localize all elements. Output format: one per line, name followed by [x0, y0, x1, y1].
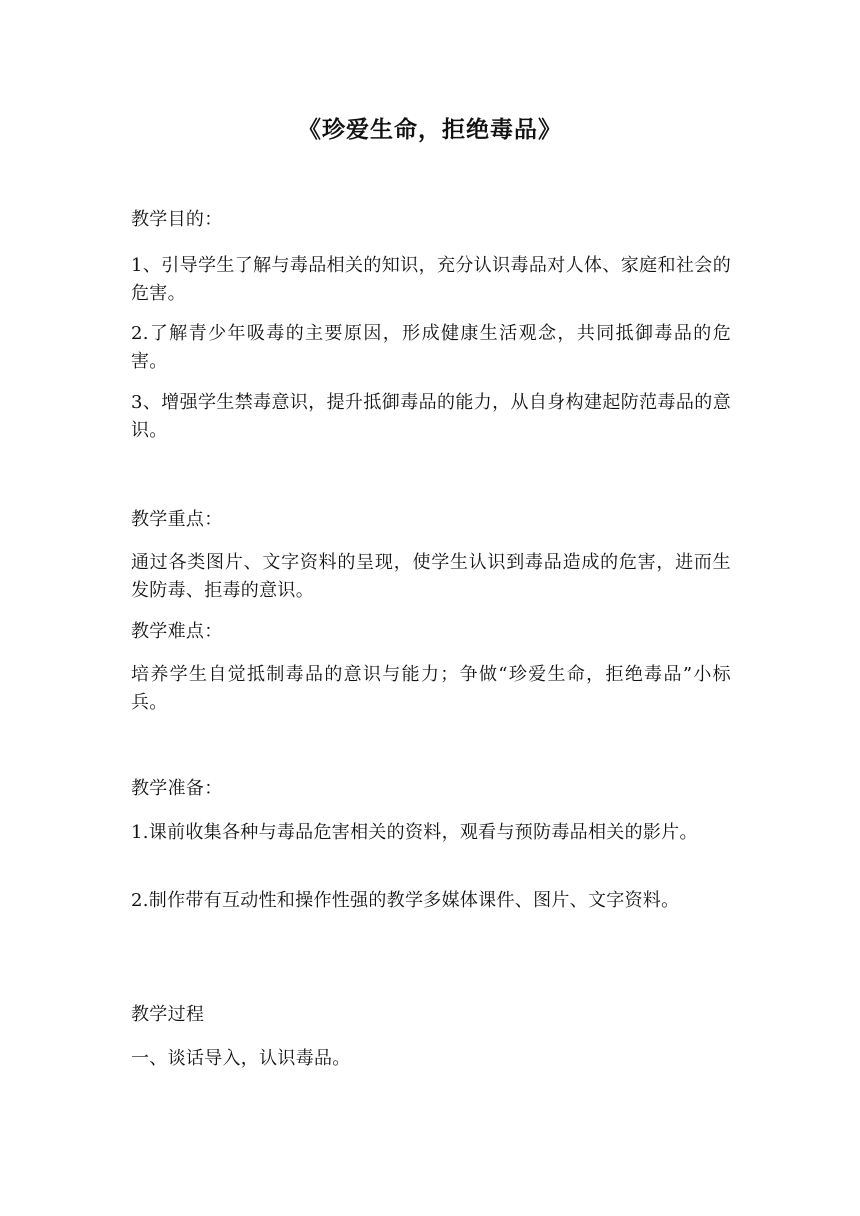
process-heading: 教学过程 — [131, 1004, 205, 1025]
difficulties-heading: 教学难点： — [131, 621, 223, 642]
preparation-item-2: 2.制作带有互动性和操作性强的教学多媒体课件、图片、文字资料。 — [131, 890, 680, 911]
key-points-heading: 教学重点： — [131, 509, 223, 530]
objectives-heading: 教学目的： — [131, 209, 223, 230]
objective-item-1: 1、引导学生了解与毒品相关的知识，充分认识毒品对人体、家庭和社会的危害。 — [131, 255, 731, 304]
document-title: 《珍爱生命，拒绝毒品》 — [298, 117, 562, 143]
preparation-heading: 教学准备： — [131, 778, 223, 799]
objective-item-3: 3、增强学生禁毒意识，提升抵御毒品的能力，从自身构建起防范毒品的意识。 — [131, 392, 731, 441]
difficulties-text: 培养学生自觉抵制毒品的意识与能力；争做“珍爱生命，拒绝毒品”小标兵。 — [131, 664, 731, 713]
preparation-item-1: 1.课前收集各种与毒品危害相关的资料，观看与预防毒品相关的影片。 — [131, 822, 698, 843]
process-step-1: 一、谈话导入，认识毒品。 — [131, 1048, 351, 1069]
objective-item-2: 2.了解青少年吸毒的主要原因，形成健康生活观念，共同抵御毒品的危害。 — [131, 323, 731, 372]
key-points-text: 通过各类图片、文字资料的呈现，使学生认识到毒品造成的危害，进而生发防毒、拒毒的意识。 — [131, 552, 731, 601]
